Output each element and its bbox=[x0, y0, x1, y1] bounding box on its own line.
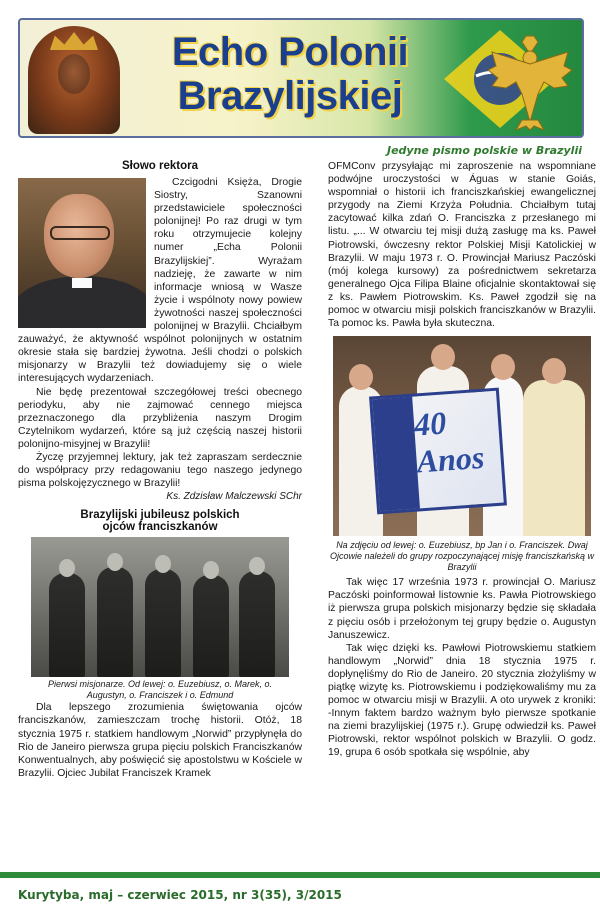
magazine-title bbox=[140, 30, 440, 118]
40-years-banner bbox=[369, 388, 507, 515]
rector-paragraph-3: Życzę przyjemnej lektury, jak też zapraszam serdecznie do współpracy przy redagowaniu tego naszego jedynego pisma polskojęzycznego w Brazylii! bbox=[18, 451, 302, 490]
jubilee-photo-caption: Na zdjęciu od lewej: o. Euzebiusz, bp Jan i o. Franciszek. Dwaj Ojcowie należeli do grupy rozpoczynającej misję franciszkańską w Brazylii bbox=[329, 540, 595, 573]
jubilee-article-right-top bbox=[328, 160, 596, 330]
rector-paragraph-2: Nie będę prezentował szczegółowej treści obecnego periodyku, aby nie zajmować cennego miejsca przeznaczonego dla przybliżenia naszym Drogim Czytelnikom wydarzeń, które są już częścią naszej historii polonijno-misyjnej w Brazylii! bbox=[18, 386, 302, 450]
right-column bbox=[328, 160, 596, 760]
magazine-title-line2: Brazylijskiej bbox=[177, 74, 403, 118]
issue-footer: Kurytyba, maj – czerwiec 2015, nr 3(35), 3/2015 bbox=[18, 888, 342, 902]
banner-text: 40 Anos bbox=[412, 404, 486, 480]
magazine-title-line1: Echo Polonii bbox=[171, 30, 409, 74]
rector-article bbox=[18, 176, 302, 503]
jubilee-article-left bbox=[18, 701, 302, 780]
polish-eagle-icon bbox=[482, 32, 578, 132]
rector-paragraph-1: Czcigodni Księża, Drogie Siostry, Szanowni przedstawiciele społeczności polonijnej! Po raz drugi w tym roku otrzymujecie kolejny numer „Echa Polonii Brazylijskiej”. Wyrażam nadzieję, że zawarte w nim informacje wniosą w Wasze życie i wspólnoty nowy powiew żywotności naszej społeczności polonijnej w Brazylii. Chciałbym zauważyć, że aktywność wspólnot polonijnych w ostatnim okresie stała się bardziej żywotna. Jeśli chodzi o polskich misjonarzy w Brazylii też dowiadujemy się o wiele interesujących wydarzeniach. bbox=[18, 177, 302, 385]
section-heading-jubilee: Brazylijski jubileusz polskich ojców franciszkanów bbox=[80, 509, 240, 534]
jubilee-paragraph-2: OFMConv przysyłając mi zaproszenie na wspomniane podwójne uroczystości w Águas w stanie Goiás, wspomniał o historii ich franciszkańskiej ewangelicznej przygody na Ziemi Krzyża Południa. Chciałbym tutaj zacytować kilka zdań O. Franciszka z przesłanego mi listu. „... W otwarciu tej misji dużą zasługę ma ks. Paweł Piotrowski, ówczesny rektor Polskiej Misji Katolickiej w Brazylii. W maju 1973 r. O. Prowincjał Mariusz Paczóski (mój kolega kursowy) za pośrednictwem sekretarza generalnego Ojca Filipa Blaine oficjalnie skontaktował się z ks. Pawłem Piotrowskim. Ks. Paweł zgodził się na pomoc w otwarciu misji polskich franciszkanów w Brazylii. Ta pomoc ks. Pawła była skuteczna. bbox=[328, 161, 596, 330]
jubilee-article-right-bottom bbox=[328, 576, 596, 759]
jubilee-paragraph-1: Dla lepszego zrozumienia świętowania ojców franciszkanów, zamieszczam trochę historii. Otóż, 18 stycznia 1975 r. statkiem handlowym „Norwid” przypłynęła do Rio de Janeiro pierwsza grupa pięciu polskich Franciszkanów Konwentualnych, aby poświęcić się apostolstwu w Kościele w Brazylii. Ojciec Jubilat Franciszek Kramek bbox=[18, 702, 302, 779]
tagline: Jedyne pismo polskie w Brazylii bbox=[387, 144, 582, 157]
black-madonna-icon bbox=[28, 26, 120, 134]
section-heading-rector: Słowo rektora bbox=[121, 160, 199, 172]
footer-divider bbox=[0, 872, 600, 878]
first-missionaries-photo bbox=[31, 537, 289, 677]
jubilee-celebration-photo bbox=[333, 336, 591, 536]
jubilee-paragraph-3: Tak więc 17 września 1973 r. prowincjał O. Mariusz Paczóski poinformował listownie ks. Pawła Piotrowskiego iż pierwsza grupa polskich misjonarzy będzie się składała z pięciu osób i przełożonym tej grupy będzie o. Augustyn Januszewicz. bbox=[328, 577, 596, 641]
rector-photo bbox=[18, 178, 146, 328]
first-missionaries-caption: Pierwsi misjonarze. Od lewej: o. Euzebiusz, o. Marek, o. Augustyn, o. Franciszek i o. Edmund bbox=[47, 679, 273, 701]
rector-signature: Ks. Zdzisław Malczewski SChr bbox=[166, 491, 302, 503]
jubilee-paragraph-4: Tak więc dzięki ks. Pawłowi Piotrowskiemu statkiem handlowym „Norwid” dnia 18 stycznia 1975 r. dopłynęliśmy do Rio de Janeiro. 20 stycznia złożyliśmy w piątkę wizytę ks. Piotrowskiemu i podziękowaliśmy mu za pomoc w otwarciu misji w Brazylii. A oto urywek z kroniki: -Innym faktem bardzo ważnym było pierwsze spotkanie na ziemi brazylijskiej (1975 r.). Grupę odwiedził ks. Paweł Piotrowski, rektor wspólnot polskich w Brazylii. O godz. 19, grupa 6 osób spotkała się wspólnie, aby bbox=[328, 642, 596, 759]
left-column bbox=[18, 160, 302, 780]
masthead-banner bbox=[18, 18, 584, 138]
